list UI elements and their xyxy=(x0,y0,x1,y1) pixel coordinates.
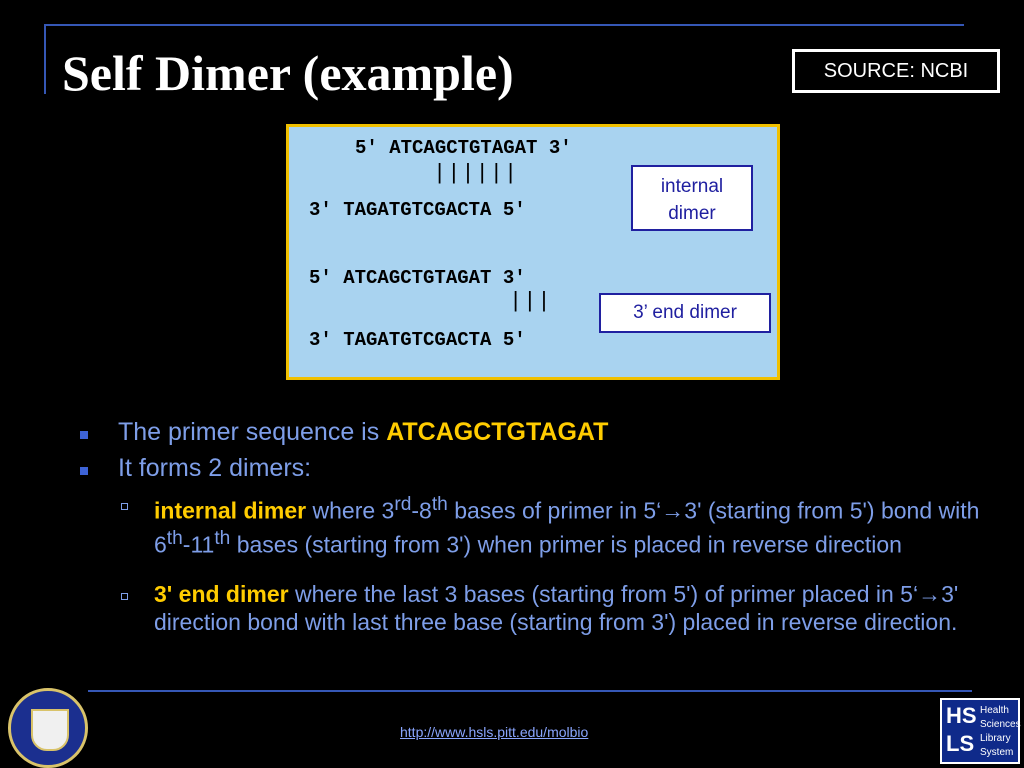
bullet-forms-dimers: It forms 2 dimers: xyxy=(118,454,312,482)
sub1-sup-4: th xyxy=(214,527,231,549)
source-badge: SOURCE: NCBI xyxy=(792,49,1000,93)
hsls-logo-letters: HS LS xyxy=(946,703,977,756)
dimer-figure xyxy=(286,124,780,380)
sub2-text-1: where the last 3 bases (starting from 5') of primer placed in 5‘ xyxy=(288,581,919,607)
internal-bottom-strand: 3' TAGATGTCGACTA 5' xyxy=(309,199,526,221)
hsls-molbio-link[interactable]: http://www.hsls.pitt.edu/molbio xyxy=(400,724,589,740)
sub2-text-2: 3' direction bond with last three base (starting from 3') placed in reverse direction. xyxy=(154,581,959,635)
slide-title: Self Dimer (example) xyxy=(62,45,514,101)
internal-dimer-label-line2: dimer xyxy=(668,203,716,224)
hsls-logo xyxy=(940,698,1020,764)
bullet-marker-1 xyxy=(80,431,88,439)
right-arrow-icon: → xyxy=(661,497,685,524)
bottom-rule xyxy=(88,690,972,692)
sub-bullet-marker-2 xyxy=(121,593,128,600)
sub1-sup-2: th xyxy=(431,494,448,515)
left-rule xyxy=(44,24,46,94)
sub1-text-5: -11 xyxy=(182,531,215,558)
end-dimer-term: 3' end dimer xyxy=(154,581,289,607)
hsls-logo-text: Health Sciences Library System xyxy=(980,705,1021,758)
bullet-primer-text: The primer sequence is xyxy=(118,418,387,446)
internal-dimer-label-line1: internal xyxy=(660,176,724,197)
end-top-strand: 5' ATCAGCTGTAGAT 3' xyxy=(309,267,526,289)
internal-dimer-label xyxy=(631,165,753,231)
sub1-text-6: bases (starting from 3') when primer is placed in reverse direction xyxy=(230,531,902,558)
university-seal-logo xyxy=(8,688,88,768)
sub1-text-4: 3' (starting from 5') bond with 6 xyxy=(154,497,980,558)
bullet-primer-sequence xyxy=(118,418,608,447)
primer-sequence-highlight: ATCAGCTGTAGAT xyxy=(386,418,609,446)
sub-bullet-internal-dimer xyxy=(154,491,994,558)
sub1-sup-1: rd xyxy=(394,494,412,515)
end-bonds: ||| xyxy=(509,289,552,314)
internal-top-strand: 5' ATCAGCTGTAGAT 3' xyxy=(355,137,572,159)
end-bottom-strand: 3' TAGATGTCGACTA 5' xyxy=(309,329,526,351)
end-dimer-label: 3’ end dimer xyxy=(599,293,771,333)
right-arrow-icon: → xyxy=(918,581,942,607)
sub1-sup-3: th xyxy=(166,527,183,549)
top-rule xyxy=(44,24,964,26)
seal-shield-icon xyxy=(31,709,69,751)
sub1-text-2: -8 xyxy=(411,497,432,524)
sub1-text-3: bases of primer in 5‘ xyxy=(447,497,662,524)
bullet-marker-2 xyxy=(80,467,88,475)
internal-dimer-term: internal dimer xyxy=(154,497,307,524)
sub-bullet-marker-1 xyxy=(121,503,128,510)
internal-bonds: |||||| xyxy=(433,161,519,186)
sub1-text-1: where 3 xyxy=(306,497,395,524)
sub-bullet-end-dimer xyxy=(154,580,984,636)
